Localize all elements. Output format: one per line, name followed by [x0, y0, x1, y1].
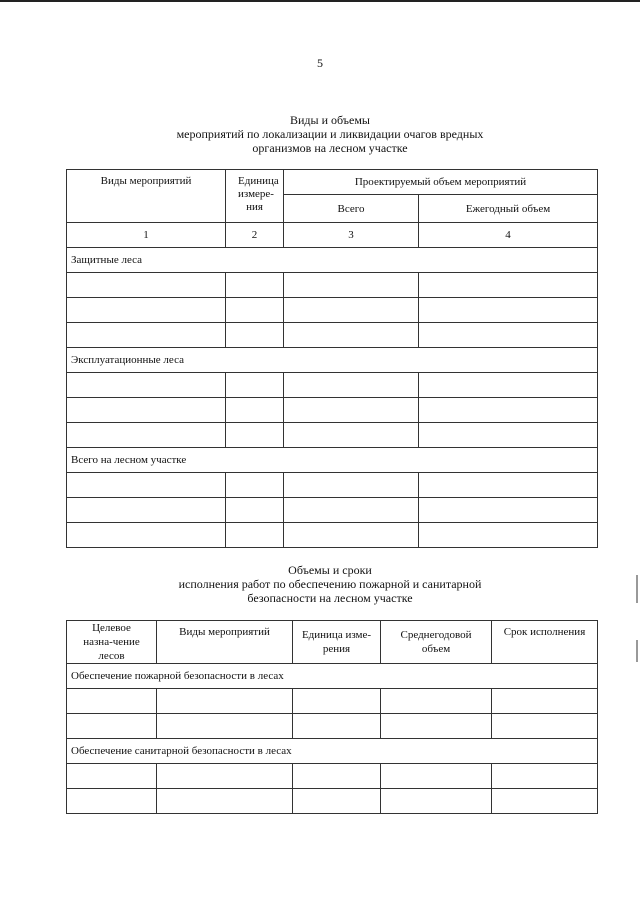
table-cell: [67, 498, 226, 523]
table-cell: [284, 298, 419, 323]
table-cell: [157, 789, 293, 814]
header-unit: [226, 170, 284, 223]
table-cell: [67, 398, 226, 423]
table-cell: [67, 764, 157, 789]
table-row: [67, 473, 598, 498]
table-cell: [293, 789, 381, 814]
pest-control-table: [66, 169, 598, 548]
table-cell: [67, 298, 226, 323]
table-cell: [226, 473, 284, 498]
table-cell: [419, 498, 598, 523]
section2-heading: [60, 563, 600, 605]
header-forest-purpose-text: Целевое назна-чение лесов: [83, 622, 140, 662]
table-cell: [284, 423, 419, 448]
table-cell: [226, 373, 284, 398]
section1-title-line: организмов на лесном участке: [252, 141, 408, 155]
table-row: [67, 323, 598, 348]
header-projected-volume: Проектируемый объем мероприятий: [284, 170, 598, 195]
table-cell: [226, 523, 284, 548]
table-cell: [67, 273, 226, 298]
table-cell: [284, 373, 419, 398]
table-cell: [284, 323, 419, 348]
header-unit-text: Единица изме-рения: [301, 629, 372, 655]
table-cell: [284, 523, 419, 548]
table-row: [67, 714, 598, 739]
column-number: 1: [67, 223, 226, 248]
table-cell: [67, 423, 226, 448]
table-cell: [67, 473, 226, 498]
table-cell: [492, 689, 598, 714]
table-cell: [419, 323, 598, 348]
table-cell: [157, 689, 293, 714]
top-border-line: [0, 0, 640, 2]
section1-title-line: Виды и объемы: [289, 113, 370, 127]
section1-title-line: мероприятий по локализации и ликвидации очагов вредных: [176, 127, 484, 141]
table-cell: [226, 498, 284, 523]
table-cell: [419, 523, 598, 548]
section2-title-line: безопасности на лесном участке: [247, 591, 413, 605]
table-cell: [157, 764, 293, 789]
table-cell: [419, 298, 598, 323]
table-cell: [284, 473, 419, 498]
table-cell: [284, 498, 419, 523]
table-cell: [226, 423, 284, 448]
table-cell: [293, 689, 381, 714]
table-cell: [67, 373, 226, 398]
table-cell: [293, 764, 381, 789]
table-cell: [226, 323, 284, 348]
section2-title-line: исполнения работ по обеспечению пожарной и санитарной: [178, 577, 482, 591]
table-cell: [419, 373, 598, 398]
table-row: [67, 523, 598, 548]
column-number: 2: [226, 223, 284, 248]
header-forest-purpose: [67, 621, 157, 664]
table-cell: [226, 298, 284, 323]
table-row: [67, 498, 598, 523]
table-cell: [157, 714, 293, 739]
table-row: [67, 789, 598, 814]
section-row-fire-safety: Обеспечение пожарной безопасности в лесах: [67, 664, 598, 689]
table-cell: [419, 398, 598, 423]
table-cell: [284, 398, 419, 423]
table-cell: [67, 323, 226, 348]
table-row: [67, 764, 598, 789]
table-cell: [381, 689, 492, 714]
header-unit-text: Единица измере-ния: [238, 175, 279, 213]
table-cell: [381, 714, 492, 739]
table-cell: [67, 714, 157, 739]
table-row: [67, 298, 598, 323]
table-row: [67, 273, 598, 298]
section-row-sanitary-safety: Обеспечение санитарной безопасности в лесах: [67, 739, 598, 764]
table-cell: [419, 473, 598, 498]
table-cell: [284, 273, 419, 298]
page-number: 5: [317, 56, 323, 70]
header-average-annual-volume-text: Среднегодовой объем: [400, 629, 472, 655]
table-cell: [492, 789, 598, 814]
table-cell: [67, 789, 157, 814]
table-row: [67, 689, 598, 714]
table-cell: [419, 273, 598, 298]
table-cell: [226, 398, 284, 423]
header-average-annual-volume: [381, 621, 492, 664]
section1-heading: [60, 113, 600, 155]
table-cell: [492, 714, 598, 739]
header-activity-types: Виды мероприятий: [67, 170, 226, 223]
table-cell: [419, 423, 598, 448]
table-cell: [381, 789, 492, 814]
section-row-protective-forests: Защитные леса: [67, 248, 598, 273]
table-row: [67, 423, 598, 448]
header-unit: [293, 621, 381, 664]
table-row: [67, 373, 598, 398]
header-deadline: Срок исполнения: [492, 621, 598, 664]
fire-sanitary-safety-table: [66, 620, 598, 814]
table-cell: [67, 689, 157, 714]
table-cell: [226, 273, 284, 298]
table-cell: [293, 714, 381, 739]
header-annual-volume: Ежегодный объем: [419, 195, 598, 223]
table-cell: [381, 764, 492, 789]
table-cell: [67, 523, 226, 548]
column-number: 4: [419, 223, 598, 248]
header-activity-types: Виды мероприятий: [157, 621, 293, 664]
table-row: [67, 398, 598, 423]
section-row-total-on-plot: Всего на лесном участке: [67, 448, 598, 473]
section2-title-line: Объемы и сроки: [288, 563, 372, 577]
column-number: 3: [284, 223, 419, 248]
table-cell: [492, 764, 598, 789]
scan-edge-mark: [636, 575, 638, 603]
section-row-exploitation-forests: Эксплуатационные леса: [67, 348, 598, 373]
scan-edge-mark: [636, 640, 638, 662]
header-total: Всего: [284, 195, 419, 223]
